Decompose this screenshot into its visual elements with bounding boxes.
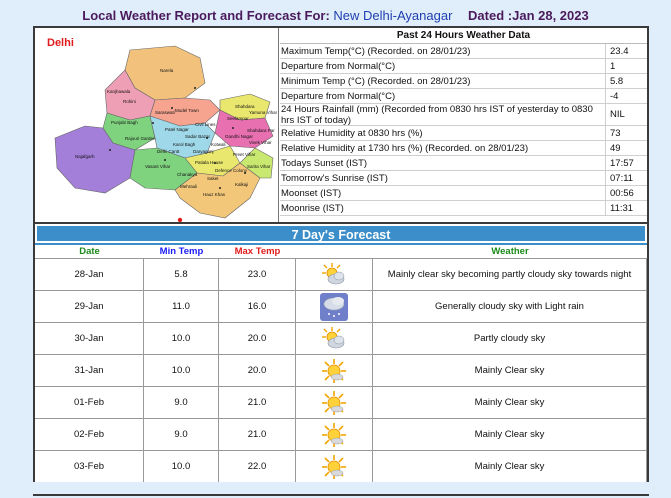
forecast-row [35,386,647,418]
past-row-value: 5.8 [610,75,624,87]
forecast-max: 21.0 [219,387,296,418]
map-text-13: Hauz Khas [203,192,226,197]
past-row-value: 00:56 [610,187,634,199]
past-24h-heading: Past 24 Hours Weather Data [280,28,647,44]
col-icon [296,243,373,257]
forecast-weather: Mainly Clear sky [373,387,647,418]
past-row-label: Relative Humidity at 1730 hrs (%) (Recorded. on 28/01/23) [280,141,606,155]
past-row [280,126,647,141]
forecast-min: 11.0 [144,291,219,322]
map-text-0: Narela [160,68,174,73]
past-row-label: Departure from Normal(°C) [280,59,606,73]
forecast-panel [33,222,649,482]
map-text-18: Kanjhawala [107,89,131,94]
map-text-20: Daryaganj [193,149,214,154]
map-text-4: Civil Lines [195,122,216,127]
map-text-6: Patel Nagar [165,127,189,132]
forecast-min: 9.0 [144,387,219,418]
forecast-row [35,354,647,386]
delhi-district-map [35,28,279,222]
forecast-min: 9.0 [144,419,219,450]
forecast-date: 01-Feb [35,387,144,418]
col-min-temp: Min Temp [144,243,219,257]
past-row [280,59,647,74]
forecast-max: 22.0 [219,451,296,482]
past-row-label: Departure from Normal(°C) [280,89,606,103]
map-text-12: Saket [207,176,219,181]
map-text-15: Rajouri Garden [125,136,156,141]
forecast-weather: Partly cloudy sky [373,323,647,354]
past-row [280,171,647,186]
map-text-10: Vasant Vihar [145,164,171,169]
map-svg [35,28,279,222]
past-row-label: Moonrise (IST) [280,201,606,215]
map-text-23: Shahdara Par [247,128,275,133]
forecast-date: 03-Feb [35,451,144,482]
forecast-min: 5.8 [144,259,219,290]
past-row-value: 73 [610,127,621,139]
map-text-2: Model Town [175,108,199,113]
past-row [280,186,647,201]
map-text-17: Najafgarh [75,154,95,159]
forecast-date: 31-Jan [35,355,144,386]
map-text-21: Karol Bagh [173,142,196,147]
past-row-value: NIL [610,109,625,120]
map-text-29: Saraswati [155,110,175,115]
report-date: Dated :Jan 28, 2023 [468,8,589,23]
map-text-19: Sadar Bazar [185,134,211,139]
current-panel [33,26,649,224]
forecast-icon-cell [296,291,373,322]
forecast-max: 20.0 [219,355,296,386]
forecast-row [35,322,647,354]
map-text-8: Delhi Cantt [157,149,180,154]
map-text-9: Patiala House [195,160,224,165]
map-text-22: Seelampur [227,116,249,121]
past-row [280,74,647,89]
forecast-date: 28-Jan [35,259,144,290]
map-text-16: Mehrauli [180,184,198,189]
map-text-1: Rohini [123,99,136,104]
forecast-max: 23.0 [219,259,296,290]
partly-cloudy-icon [321,326,347,352]
forecast-min: 10.0 [144,323,219,354]
past-row-value: 11:31 [610,202,634,214]
past-row-label: Maximum Temp(°C) (Recorded. on 28/01/23) [280,44,606,58]
station-name: New Delhi-Ayanagar [333,8,453,23]
forecast-row [35,258,647,290]
past-row [280,44,647,59]
past-row [280,201,647,216]
forecast-icon-cell [296,355,373,386]
forecast-max: 21.0 [219,419,296,450]
forecast-row [35,450,647,482]
sun-icon [321,358,347,384]
map-text-7: Kotwali [211,142,226,147]
past-row [280,156,647,171]
map-text-30: Chanakya [177,172,198,177]
forecast-min: 10.0 [144,451,219,482]
forecast-row [35,418,647,450]
past-row-value: 1 [610,60,616,72]
past-row-value: 07:11 [610,172,634,184]
map-text-14: Kalkaji [235,182,249,187]
past-row-label: Minimum Temp (°C) (Recorded. on 28/01/23) [280,74,606,88]
bottom-border [33,494,649,498]
past-row [280,89,647,104]
past-row-label: Relative Humidity at 0830 hrs (%) [280,126,606,140]
past-row-value: 23.4 [610,45,629,57]
forecast-weather: Mainly Clear sky [373,419,647,450]
title-prefix: Local Weather Report and Forecast For: [82,8,330,23]
map-text-24: Gandhi Nagar [225,134,254,139]
forecast-icon-cell [296,419,373,450]
col-max-temp: Max Temp [219,243,296,257]
forecast-icon-cell [296,387,373,418]
past-24h-table [280,28,647,222]
map-text-28: Defence Colony [215,168,248,173]
past-row [280,141,647,156]
sun-icon [321,422,347,448]
map-text-5: Shahdara [235,104,255,109]
past-row-label: Todays Sunset (IST) [280,156,606,170]
partly-cloudy-icon [321,262,347,288]
forecast-max: 20.0 [219,323,296,354]
past-row-value: 49 [610,142,621,154]
past-row-value: -4 [610,90,619,102]
col-weather: Weather [373,243,647,257]
map-text-26: Yamuna Vihar [249,110,278,115]
forecast-max: 16.0 [219,291,296,322]
forecast-date: 02-Feb [35,419,144,450]
forecast-icon-cell [296,259,373,290]
past-row-label: Moonset (IST) [280,186,606,200]
past-row-value: 17:57 [610,157,634,169]
forecast-weather: Mainly Clear sky [373,355,647,386]
past-row-label: Tomorrow's Sunrise (IST) [280,171,606,185]
col-date: Date [35,243,144,257]
forecast-date: 29-Jan [35,291,144,322]
forecast-row [35,290,647,322]
map-text-11: Preet Vihar [233,152,256,157]
forecast-weather: Generally cloudy sky with Light rain [373,291,647,322]
forecast-weather: Mainly clear sky becoming partly cloudy sky towards night [373,259,647,290]
forecast-weather: Mainly Clear sky [373,451,647,482]
forecast-icon-cell [296,451,373,482]
map-text-3: Punjabi Bagh [111,120,138,125]
map-text-27: Sarita Vihar [247,164,271,169]
sun-icon [321,454,347,480]
forecast-min: 10.0 [144,355,219,386]
forecast-date: 30-Jan [35,323,144,354]
past-row [280,104,647,126]
map-label: Delhi [47,37,74,49]
map-text-25: Vivek Vihar [249,140,272,145]
sun-icon [321,390,347,416]
light-rain-icon [320,293,348,321]
forecast-icon-cell [296,323,373,354]
page-title [0,8,671,23]
forecast-heading: 7 Day's Forecast [35,224,647,243]
past-row-label: 24 Hours Rainfall (mm) (Recorded from 0830 hrs IST of yesterday to 0830 hrs IST of today) [280,104,606,125]
